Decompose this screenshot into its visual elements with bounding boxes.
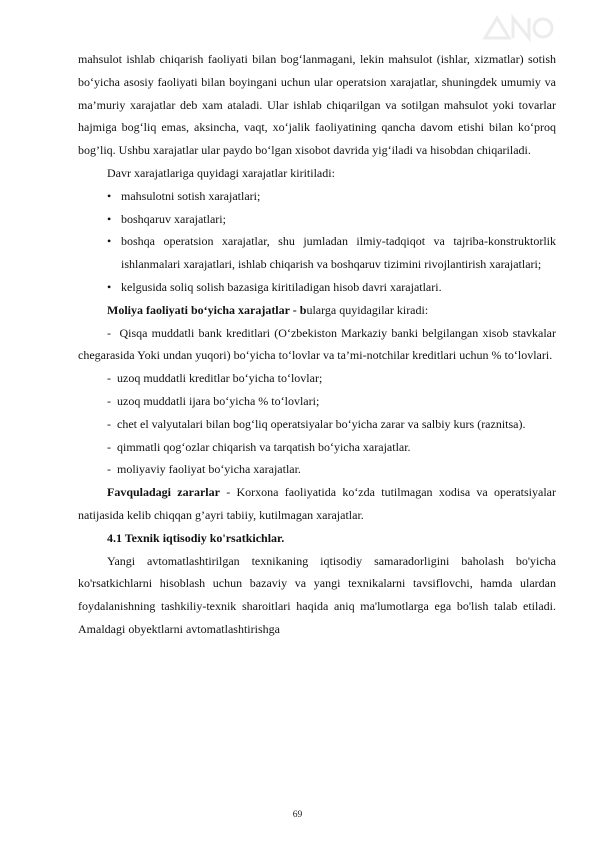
extraordinary-losses-term: Favquladagi zararlar: [107, 485, 220, 500]
dash-mark: -: [107, 325, 111, 340]
bullet-mark: •: [107, 211, 112, 226]
bullet-mark: •: [107, 279, 112, 294]
list-item: - uzoq muddatli ijara bo‘yicha % to‘lovlari;: [107, 393, 320, 408]
list-item: • mahsulotni sotish xarajatlari;: [78, 185, 556, 208]
document-body: [78, 48, 556, 641]
paragraph-intro: mahsulot ishlab chiqarish faoliyati bilan bog‘lanmagani, lekin mahsulot (ishlar, xizmatlar) sotish bo‘yicha asosiy faoliyati bilan boyingani uchun ular operatsion xarajatlar, shuningdek umumiy va ma’muriy xarajatlar deb xam ataladi. Ular ishlab chiqarilgan va sotilgan mahsulot yoki tovarlar hajmiga bog‘liq emas, aksincha, vaqt, xo‘jalik faoliyatining qancha davom etishi bilan ko‘proq bog’liq. Ushbu xarajatlar ular paydo bo‘lgan xisobot davrida yig‘iladi va hisobdan chiqariladi.: [78, 52, 556, 158]
section-heading: 4.1 Texnik iqtisodiy ko'rsatkichlar.: [107, 530, 285, 545]
paragraph-period-costs: Davr xarajatlariga quyidagi xarajatlar kiritiladi:: [107, 165, 335, 180]
list-item: - uzoq muddatli kreditlar bo‘yicha to‘lovlar;: [107, 371, 323, 386]
paragraph-extraordinary-losses: Favquladagi zararlar - Korxona faoliyatida ko‘zda tutilmagan xodisa va operatsiyalar natijasida kelib chiqqan g’ayri tabiiy, kutilmagan xarajatlar.: [78, 485, 556, 522]
page-number: 69: [292, 810, 303, 820]
list-item: - Qisqa muddatli bank kreditlari (O‘zbekiston Markaziy banki belgilangan xisob stavkalar chegarasida Yoki undan yuqori) bo‘yicha to‘lovlar va ta’mi-notchilar kreditlari uchun % to‘lovlari.: [78, 325, 556, 363]
paragraph-finance-costs: Moliya faoliyati bo‘yicha xarajatlar - bularga quyidagilar kiradi:: [107, 302, 429, 317]
bullet-mark: •: [107, 234, 112, 249]
list-item: - chet el valyutalari bilan bog‘liq operatsiyalar bo‘yicha zarar va salbiy kurs (raznitsa).: [107, 416, 526, 431]
dash-mark: -: [107, 393, 111, 408]
list-item: • kelgusida soliq solish bazasiga kiritiladigan hisob davri xarajatlari.: [78, 276, 556, 299]
list-item: - moliyaviy faoliyat bo‘yicha xarajatlar.: [107, 462, 301, 477]
bullet-list: [78, 185, 556, 299]
dash-list: [78, 322, 556, 482]
bullet-mark: •: [107, 188, 112, 203]
list-item: - qimmatli qog‘ozlar chiqarish va tarqatish bo‘yicha xarajatlar.: [107, 439, 411, 454]
dash-mark: -: [107, 439, 111, 454]
list-item: • boshqaruv xarajatlari;: [78, 208, 556, 231]
watermark-logo: [477, 8, 557, 48]
paragraph-technical-indicators: Yangi avtomatlashtirilgan texnikaning iqtisodiy samaradorligini baholash bo'yicha ko'rsatkichlarni hisoblash uchun bazaviy va yangi texnikalarni tavsiflovchi, hamda ulardan foydalanishning tashkiliy-texnik sharoitlari haqida aniq ma'lumotlarga ega bo'lish talab etiladi. Amaldagi obyektlarni avtomatlashtirishga: [78, 553, 556, 636]
list-item: • boshqa operatsion xarajatlar, shu jumladan ilmiy-tadqiqot va tajriba-konstruktorlik ishlanmalari xarajatlari, ishlab chiqarish va boshqaruv tizimini rivojlantirish xarajatlari;: [78, 230, 556, 276]
dash-mark: -: [107, 371, 111, 386]
dash-mark: -: [107, 416, 111, 431]
dash-mark: -: [107, 462, 111, 477]
finance-costs-term: Moliya faoliyati bo‘yicha xarajatlar - b: [107, 302, 307, 317]
